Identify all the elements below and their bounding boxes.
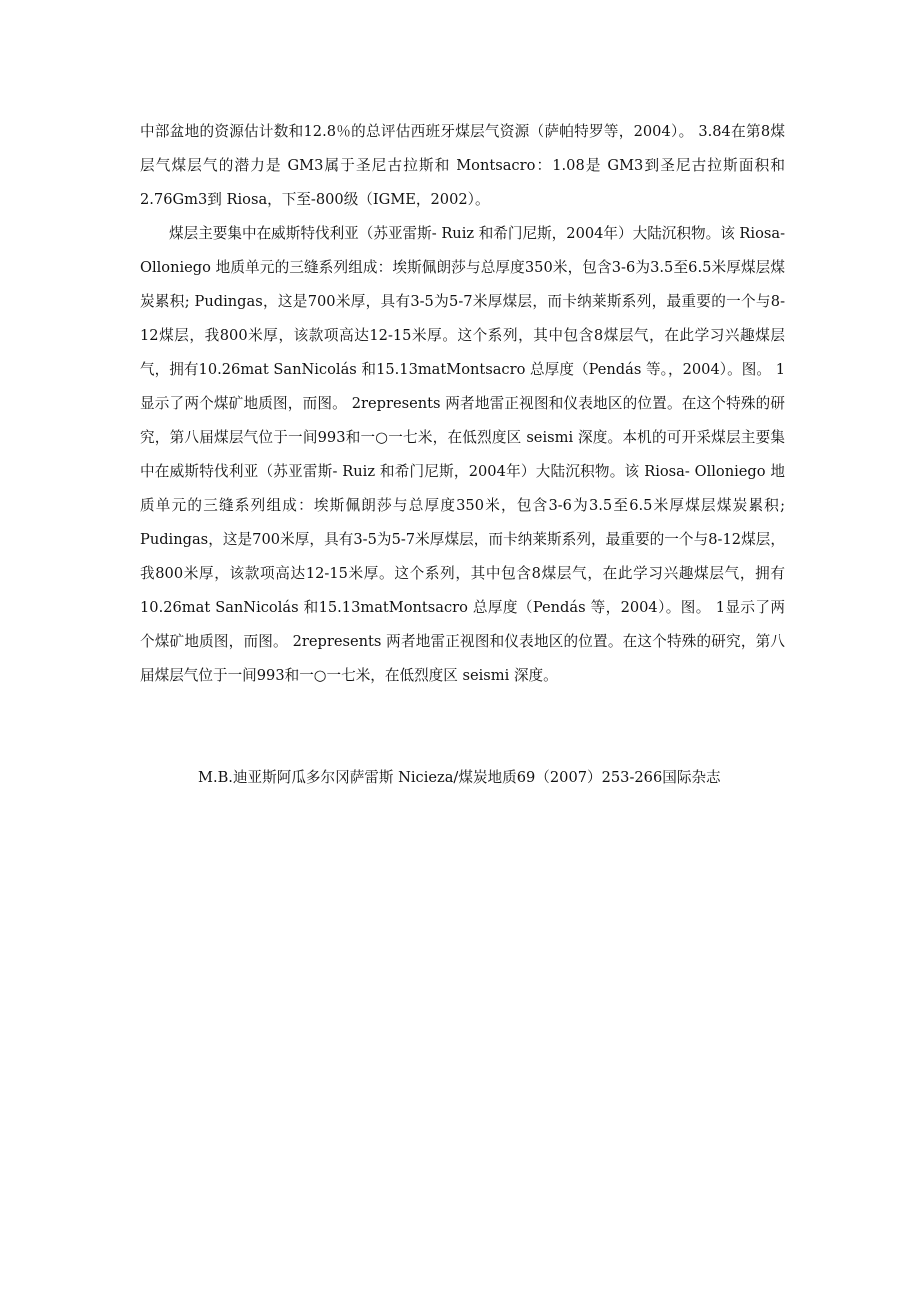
- paragraph-coal-seams: 煤层主要集中在威斯特伐利亚（苏亚雷斯- Ruiz 和希门尼斯，2004年）大陆沉积物。该 Riosa- Olloniego 地质单元的三缝系列组成：埃斯佩朗莎与总厚度350米，包含3-6为3.5至6.5米厚煤层煤炭累积; Pudingas，这是700米厚，具有3-5为5-7米厚煤层，而卡纳莱斯系列，最重要的一个与8-12煤层，我800米厚，该款项高达12-15米厚。这个系列，其中包含8煤层气，在此学习兴趣煤层气，拥有10.26mat SanNicolás 和15.13matMontsacro 总厚度（Pendás 等。，2004）。图。 1显示了两个煤矿地质图，而图。 2represents 两者地雷正视图和仪表地区的位置。在这个特殊的研究，第八届煤层气位于一间993和一○一七米，在低烈度区 seismi 深度。本机的可开采煤层主要集中在威斯特伐利亚（苏亚雷斯- Ruiz 和希门尼斯，2004年）大陆沉积物。该 Riosa- Olloniego 地质单元的三缝系列组成：埃斯佩朗莎与总厚度350米，包含3-6为3.5至6.5米厚煤层煤炭累积; Pudingas，这是700米厚，具有3-5为5-7米厚煤层，而卡纳莱斯系列，最重要的一个与8-12煤层，我800米厚，该款项高达12-15米厚。这个系列，其中包含8煤层气，在此学习兴趣煤层气，拥有10.26mat SanNicolás 和15.13matMontsacro 总厚度（Pendás 等，2004）。图。 1显示了两个煤矿地质图，而图。 2represents 两者地雷正视图和仪表地区的位置。在这个特殊的研究，第八届煤层气位于一间993和一○一七米，在低烈度区 seismi 深度。: [140, 225, 785, 684]
- body-text: [140, 115, 785, 693]
- journal-citation: M.B.迪亚斯阿瓜多尔冈萨雷斯 Nicieza/煤炭地质69（2007）253-266国际杂志: [198, 769, 721, 786]
- paragraph-resources: 中部盆地的资源估计数和12.8％的总评估西班牙煤层气资源（萨帕特罗等，2004）。 3.84在第8煤层气煤层气的潜力是 GM3属于圣尼古拉斯和 Montsacro：1.08是 GM3到圣尼古拉斯面积和2.76Gm3到 Riosa，下至-800级（IGME，2002）。: [140, 123, 785, 208]
